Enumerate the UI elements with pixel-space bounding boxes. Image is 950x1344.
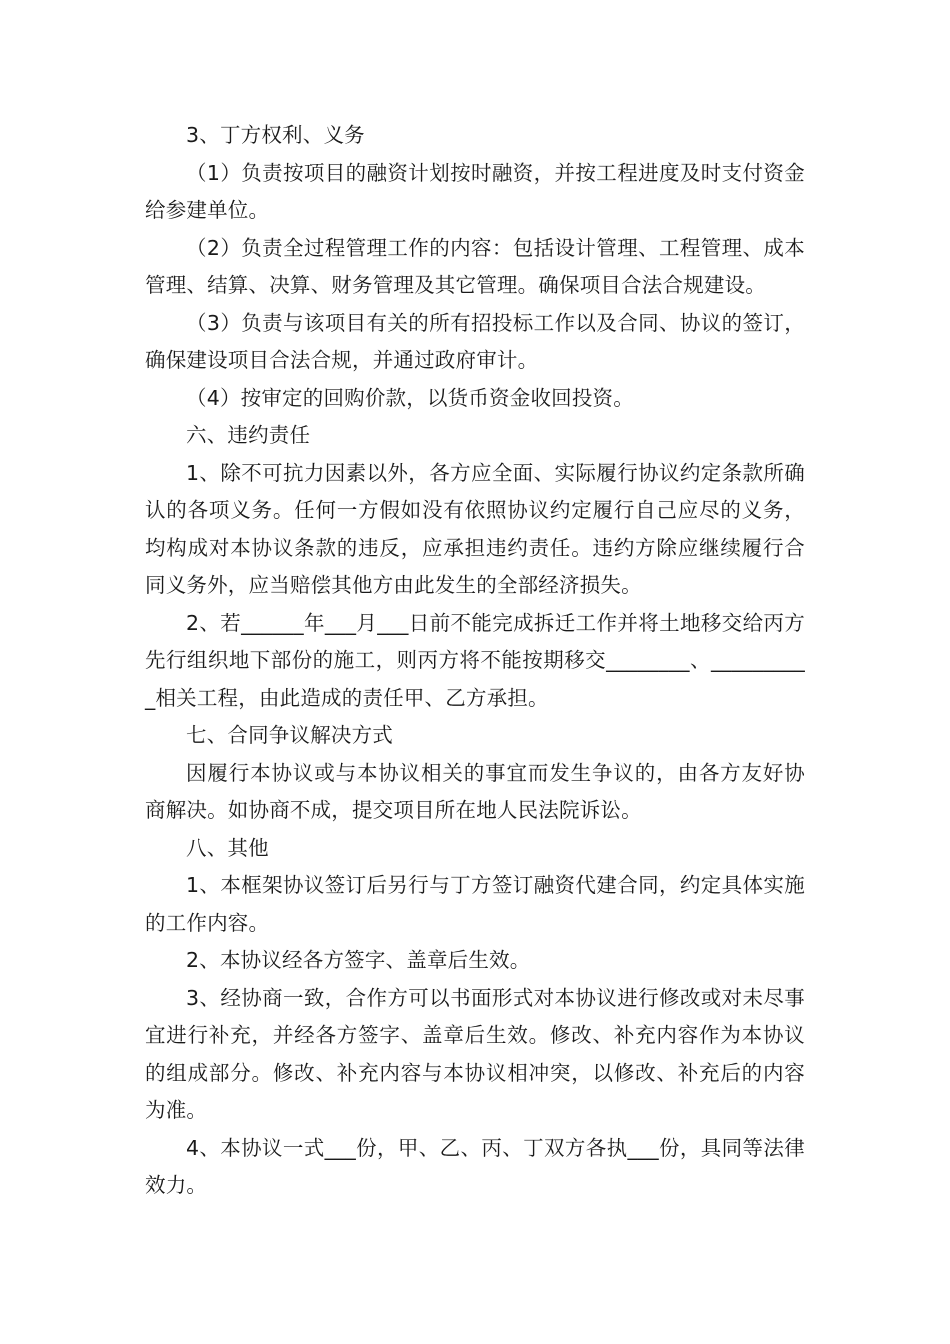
paragraph-ding-buyback: （4）按审定的回购价款，以货币资金收回投资。 xyxy=(186,385,634,410)
paragraph-ding-rights-heading: 3、丁方权利、义务 xyxy=(186,123,365,147)
paragraph-other-3: 3、经协商一致，合作方可以书面形式对本协议进行修改或对未尽事宜进行补充，并经各方签字、盖章后生效。修改、补充内容作为本协议的组成部分。修改、补充内容与本协议相冲突，以修改、补充后的内容为准。 xyxy=(145,985,805,1122)
paragraph-other-1: 1、本框架协议签订后另行与丁方签订融资代建合同，约定具体实施的工作内容。 xyxy=(145,873,805,935)
paragraph-breach-1: 1、除不可抗力因素以外，各方应全面、实际履行协议约定条款所确认的各项义务。任何一方假如没有依照协议约定履行自己应尽的义务，均构成对本协议条款的违反，应承担违约责任。违约方除应继续履行合同义务外，应当赔偿其他方由此发生的全部经济损失。 xyxy=(145,460,805,597)
section-heading-dispute: 七、合同争议解决方式 xyxy=(186,723,393,747)
paragraph-ding-financing: （1）负责按项目的融资计划按时融资，并按工程进度及时支付资金给参建单位。 xyxy=(145,160,805,222)
document-body xyxy=(145,117,805,1205)
paragraph-breach-2: 2、若______年___月___日前不能完成拆迁工作并将土地移交给丙方先行组织地下部份的施工，则丙方将不能按期移交________、__________相关工程，由此造成的责任甲、乙方承担。 xyxy=(145,610,805,710)
paragraph-ding-bidding: （3）负责与该项目有关的所有招投标工作以及合同、协议的签订，确保建设项目合法合规，并通过政府审计。 xyxy=(145,310,805,372)
paragraph-other-4: 4、本协议一式___份，甲、乙、丙、丁双方各执___份，具同等法律效力。 xyxy=(145,1135,805,1197)
paragraph-ding-management: （2）负责全过程管理工作的内容：包括设计管理、工程管理、成本管理、结算、决算、财务管理及其它管理。确保项目合法合规建设。 xyxy=(145,235,805,297)
section-heading-breach: 六、违约责任 xyxy=(186,423,311,447)
section-heading-other: 八、其他 xyxy=(186,835,269,860)
paragraph-dispute: 因履行本协议或与本协议相关的事宜而发生争议的，由各方友好协商解决。如协商不成，提交项目所在地人民法院诉讼。 xyxy=(145,760,805,822)
paragraph-other-2: 2、本协议经各方签字、盖章后生效。 xyxy=(186,948,531,972)
